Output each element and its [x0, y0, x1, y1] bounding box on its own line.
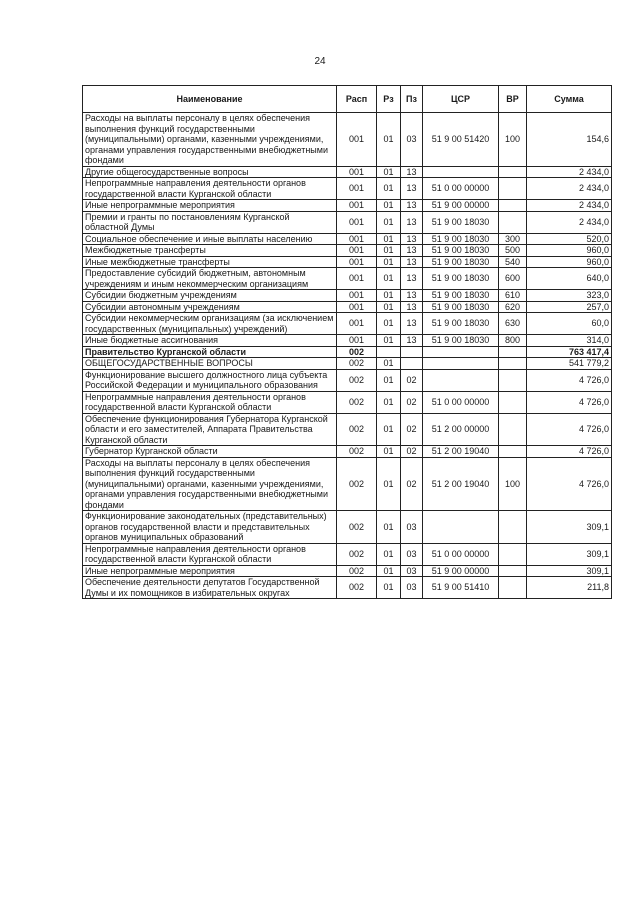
table-row: [83, 233, 612, 245]
cell-csr: 51 9 00 18030: [423, 313, 499, 335]
cell-vr: [499, 211, 527, 233]
table-row: [83, 290, 612, 302]
cell-rz: 01: [377, 245, 401, 257]
cell-rz: 01: [377, 233, 401, 245]
cell-rasp: 002: [337, 413, 377, 446]
cell-csr: 51 9 00 18030: [423, 256, 499, 268]
cell-csr: 51 9 00 18030: [423, 301, 499, 313]
cell-name: Правительство Курганской области: [83, 346, 337, 358]
cell-rz: 01: [377, 369, 401, 391]
table-row: [83, 543, 612, 565]
table-row: [83, 358, 612, 370]
cell-csr: [423, 346, 499, 358]
cell-pz: 13: [401, 166, 423, 178]
cell-vr: [499, 511, 527, 544]
cell-csr: 51 2 00 00000: [423, 413, 499, 446]
cell-name: Другие общегосударственные вопросы: [83, 166, 337, 178]
header-pz: Пз: [401, 86, 423, 113]
cell-csr: [423, 166, 499, 178]
header-rasp: Расп: [337, 86, 377, 113]
cell-sum: 4 726,0: [527, 369, 612, 391]
cell-rasp: 001: [337, 256, 377, 268]
table-row: [83, 245, 612, 257]
cell-pz: 13: [401, 233, 423, 245]
cell-name: Предоставление субсидий бюджетным, автономным учреждениям и иным некоммерческим организациям: [83, 268, 337, 290]
cell-vr: 100: [499, 457, 527, 511]
table-row: [83, 413, 612, 446]
cell-sum: 323,0: [527, 290, 612, 302]
cell-rasp: 001: [337, 313, 377, 335]
cell-rz: 01: [377, 178, 401, 200]
cell-sum: 4 726,0: [527, 446, 612, 458]
cell-rz: 01: [377, 511, 401, 544]
cell-csr: 51 9 00 18030: [423, 335, 499, 347]
cell-pz: 03: [401, 577, 423, 599]
cell-vr: 630: [499, 313, 527, 335]
cell-sum: 4 726,0: [527, 413, 612, 446]
cell-vr: [499, 565, 527, 577]
cell-vr: 100: [499, 113, 527, 167]
page-number: 24: [314, 56, 326, 67]
cell-pz: 13: [401, 268, 423, 290]
cell-rasp: 001: [337, 178, 377, 200]
cell-pz: 03: [401, 565, 423, 577]
cell-csr: 51 0 00 00000: [423, 543, 499, 565]
cell-csr: [423, 369, 499, 391]
cell-rz: 01: [377, 313, 401, 335]
cell-pz: 13: [401, 335, 423, 347]
cell-pz: 03: [401, 543, 423, 565]
cell-rasp: 001: [337, 233, 377, 245]
cell-csr: 51 2 00 19040: [423, 446, 499, 458]
cell-name: Непрограммные направления деятельности органов государственной власти Курганской области: [83, 178, 337, 200]
cell-name: Расходы на выплаты персоналу в целях обеспечения выполнения функций государственными (муниципальными) органами, казенными учреждениями, органами управления государственными внебюджетными фондами: [83, 457, 337, 511]
cell-sum: 520,0: [527, 233, 612, 245]
cell-pz: 13: [401, 256, 423, 268]
cell-name: Расходы на выплаты персоналу в целях обеспечения выполнения функций государственными (муниципальными) органами, казенными учреждениями, органами управления государственными внебюджетными фондами: [83, 113, 337, 167]
cell-pz: 02: [401, 446, 423, 458]
header-vr: ВР: [499, 86, 527, 113]
cell-vr: [499, 577, 527, 599]
cell-pz: 13: [401, 313, 423, 335]
table-row: [83, 391, 612, 413]
cell-name: Премии и гранты по постановлениям Курганской областной Думы: [83, 211, 337, 233]
cell-rasp: 002: [337, 346, 377, 358]
cell-rasp: 001: [337, 211, 377, 233]
cell-rz: [377, 346, 401, 358]
cell-csr: 51 9 00 18030: [423, 245, 499, 257]
table-row: [83, 346, 612, 358]
cell-rz: 01: [377, 358, 401, 370]
cell-rasp: 002: [337, 391, 377, 413]
cell-csr: 51 0 00 00000: [423, 391, 499, 413]
cell-rz: 01: [377, 335, 401, 347]
cell-sum: 60,0: [527, 313, 612, 335]
cell-rasp: 001: [337, 290, 377, 302]
table-header-row: [83, 86, 612, 113]
cell-name: Межбюджетные трансферты: [83, 245, 337, 257]
cell-sum: 960,0: [527, 245, 612, 257]
table-row: [83, 256, 612, 268]
cell-rasp: 002: [337, 457, 377, 511]
header-sum: Сумма: [527, 86, 612, 113]
cell-pz: 03: [401, 511, 423, 544]
cell-sum: 314,0: [527, 335, 612, 347]
cell-rasp: 001: [337, 200, 377, 212]
cell-pz: 13: [401, 301, 423, 313]
cell-vr: 500: [499, 245, 527, 257]
cell-rz: 01: [377, 301, 401, 313]
table-row: [83, 577, 612, 599]
cell-name: Субсидии бюджетным учреждениям: [83, 290, 337, 302]
cell-name: Функционирование законодательных (представительных) органов государственной власти и представительных органов муниципальных образований: [83, 511, 337, 544]
table-row: [83, 446, 612, 458]
cell-name: Функционирование высшего должностного лица субъекта Российской Федерации и муниципального образования: [83, 369, 337, 391]
cell-rz: 01: [377, 457, 401, 511]
table-row: [83, 211, 612, 233]
table-row: [83, 313, 612, 335]
header-csr: ЦСР: [423, 86, 499, 113]
cell-vr: 800: [499, 335, 527, 347]
cell-sum: 257,0: [527, 301, 612, 313]
table-body: [83, 113, 612, 599]
cell-rasp: 001: [337, 301, 377, 313]
cell-pz: 13: [401, 211, 423, 233]
cell-name: Иные непрограммные мероприятия: [83, 565, 337, 577]
cell-pz: 13: [401, 200, 423, 212]
cell-vr: 300: [499, 233, 527, 245]
table-row: [83, 335, 612, 347]
cell-rasp: 001: [337, 335, 377, 347]
cell-sum: 2 434,0: [527, 166, 612, 178]
cell-vr: [499, 446, 527, 458]
cell-sum: 309,1: [527, 511, 612, 544]
cell-csr: 51 9 00 51410: [423, 577, 499, 599]
cell-csr: 51 2 00 19040: [423, 457, 499, 511]
cell-vr: [499, 358, 527, 370]
table-row: [83, 178, 612, 200]
cell-rasp: 001: [337, 245, 377, 257]
cell-rasp: 002: [337, 511, 377, 544]
cell-vr: 540: [499, 256, 527, 268]
cell-rz: 01: [377, 256, 401, 268]
cell-sum: 309,1: [527, 543, 612, 565]
cell-vr: [499, 543, 527, 565]
cell-sum: 4 726,0: [527, 391, 612, 413]
cell-rasp: 002: [337, 358, 377, 370]
cell-name: Социальное обеспечение и иные выплаты населению: [83, 233, 337, 245]
cell-name: Иные бюджетные ассигнования: [83, 335, 337, 347]
table-row: [83, 369, 612, 391]
cell-vr: [499, 413, 527, 446]
cell-rz: 01: [377, 446, 401, 458]
cell-rz: 01: [377, 200, 401, 212]
cell-pz: 13: [401, 178, 423, 200]
cell-sum: 640,0: [527, 268, 612, 290]
cell-sum: 211,8: [527, 577, 612, 599]
table-row: [83, 511, 612, 544]
cell-name: ОБЩЕГОСУДАРСТВЕННЫЕ ВОПРОСЫ: [83, 358, 337, 370]
cell-csr: 51 9 00 00000: [423, 565, 499, 577]
cell-pz: 02: [401, 369, 423, 391]
cell-csr: [423, 358, 499, 370]
table-row: [83, 301, 612, 313]
cell-vr: [499, 178, 527, 200]
cell-pz: 13: [401, 290, 423, 302]
cell-rasp: 001: [337, 268, 377, 290]
cell-vr: 610: [499, 290, 527, 302]
cell-csr: [423, 511, 499, 544]
cell-name: Непрограммные направления деятельности органов государственной власти Курганской области: [83, 543, 337, 565]
cell-sum: 2 434,0: [527, 200, 612, 212]
header-rz: Рз: [377, 86, 401, 113]
table-row: [83, 268, 612, 290]
cell-pz: 02: [401, 391, 423, 413]
cell-name: Субсидии автономным учреждениям: [83, 301, 337, 313]
cell-sum: 154,6: [527, 113, 612, 167]
cell-pz: 03: [401, 113, 423, 167]
cell-pz: 02: [401, 413, 423, 446]
cell-vr: 600: [499, 268, 527, 290]
cell-rasp: 002: [337, 543, 377, 565]
cell-rasp: 002: [337, 369, 377, 391]
cell-csr: 51 9 00 18030: [423, 233, 499, 245]
cell-rz: 01: [377, 268, 401, 290]
cell-rasp: 002: [337, 446, 377, 458]
cell-rz: 01: [377, 391, 401, 413]
cell-rz: 01: [377, 543, 401, 565]
table-row: [83, 113, 612, 167]
cell-rz: 01: [377, 166, 401, 178]
cell-vr: [499, 166, 527, 178]
cell-name: Обеспечение функционирования Губернатора Курганской области и его заместителей, Аппарата Правительства Курганской области: [83, 413, 337, 446]
cell-name: Иные непрограммные мероприятия: [83, 200, 337, 212]
header-name: Наименование: [83, 86, 337, 113]
table-row: [83, 166, 612, 178]
cell-rasp: 002: [337, 577, 377, 599]
cell-csr: 51 9 00 18030: [423, 211, 499, 233]
cell-rz: 01: [377, 211, 401, 233]
cell-sum: 309,1: [527, 565, 612, 577]
cell-sum: 2 434,0: [527, 178, 612, 200]
cell-rz: 01: [377, 413, 401, 446]
cell-sum: 763 417,4: [527, 346, 612, 358]
cell-rz: 01: [377, 290, 401, 302]
cell-vr: 620: [499, 301, 527, 313]
cell-rz: 01: [377, 577, 401, 599]
cell-vr: [499, 369, 527, 391]
cell-name: Субсидии некоммерческим организациям (за исключением государственных (муниципальных) учреждений): [83, 313, 337, 335]
table-row: [83, 457, 612, 511]
cell-rz: 01: [377, 565, 401, 577]
cell-csr: 51 9 00 18030: [423, 268, 499, 290]
cell-name: Иные межбюджетные трансферты: [83, 256, 337, 268]
table-row: [83, 565, 612, 577]
cell-vr: [499, 391, 527, 413]
cell-sum: 541 779,2: [527, 358, 612, 370]
cell-rasp: 001: [337, 166, 377, 178]
cell-pz: [401, 358, 423, 370]
cell-csr: 51 9 00 18030: [423, 290, 499, 302]
cell-csr: 51 9 00 51420: [423, 113, 499, 167]
cell-rz: 01: [377, 113, 401, 167]
cell-rasp: 001: [337, 113, 377, 167]
cell-name: Обеспечение деятельности депутатов Государственной Думы и их помощников в избирательных округах: [83, 577, 337, 599]
cell-name: Губернатор Курганской области: [83, 446, 337, 458]
cell-name: Непрограммные направления деятельности органов государственной власти Курганской области: [83, 391, 337, 413]
table-row: [83, 200, 612, 212]
cell-sum: 960,0: [527, 256, 612, 268]
budget-table: [82, 85, 612, 599]
cell-vr: [499, 200, 527, 212]
cell-sum: 2 434,0: [527, 211, 612, 233]
cell-pz: 02: [401, 457, 423, 511]
cell-sum: 4 726,0: [527, 457, 612, 511]
cell-pz: 13: [401, 245, 423, 257]
cell-vr: [499, 346, 527, 358]
cell-csr: 51 9 00 00000: [423, 200, 499, 212]
cell-pz: [401, 346, 423, 358]
cell-csr: 51 0 00 00000: [423, 178, 499, 200]
cell-rasp: 002: [337, 565, 377, 577]
